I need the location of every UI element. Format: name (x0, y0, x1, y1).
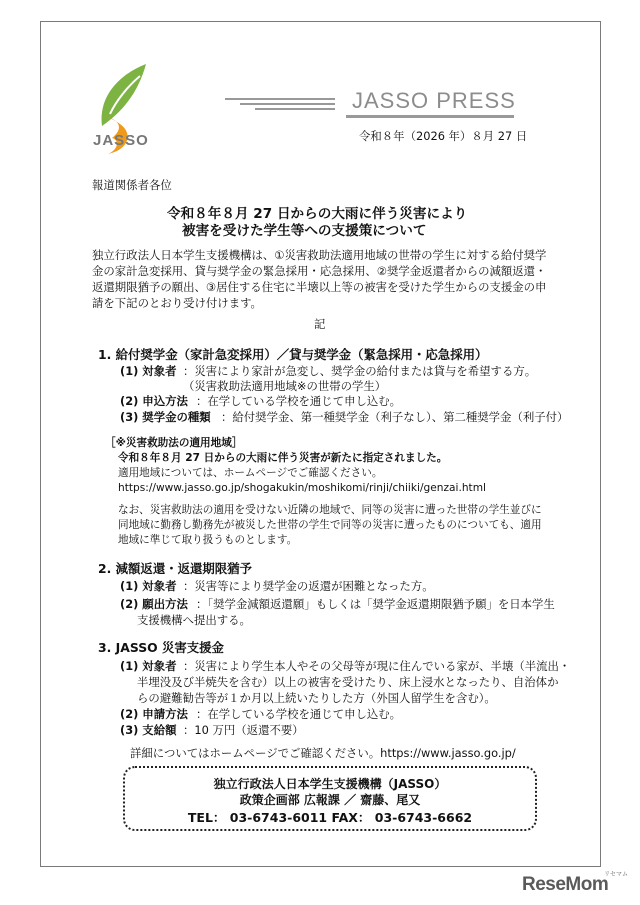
note-line-1: 適用地域については、ホームページでご確認ください。 (118, 467, 383, 479)
note-bold: 令和８年８月 27 日からの大雨に伴う災害が新たに指定されました。 (118, 452, 448, 464)
section1-item2-text: ：在学している学校を通じて申し込む。 (196, 394, 402, 408)
section3-heading: 3. JASSO 災害支援金 (98, 640, 224, 655)
section2-heading: 2. 減額返還・返還期限猶予 (98, 561, 252, 576)
section1-item1-label: (1) 対象者 (120, 364, 177, 378)
section1-item1-text: ：災害により家計が急変し、奨学金の給付または貸与を希望する方。 (183, 364, 537, 378)
intro-line-4: 請を下記のとおり受け付けます。 (92, 296, 262, 310)
note-para-1: なお、災害救助法の適用を受けない近隣の地域で、同等の災害に遭った世帯の学生並びに (118, 504, 542, 516)
contact-box (123, 766, 537, 831)
intro-line-1: 独立行政法人日本学生支援機構は、①災害救助法適用地域の世帯の学生に対する給付奨学 (92, 248, 547, 262)
resemom-watermark: ReseMom (522, 874, 609, 895)
section2-item1-text: ：災害等により奨学金の返還が困難となった方。 (183, 579, 434, 593)
press-title-rule (346, 115, 514, 118)
section1-heading: 1. 給付奨学金（家計急変採用）／貸与奨学金（緊急採用・応急採用） (98, 347, 488, 362)
section3-item2-label: (2) 申請方法 (120, 707, 188, 721)
section3-item1-text: ：災害により学生本人やその父母等が現に住んでいる家が、半壊（半流出・ (183, 659, 571, 673)
section3-item3-text: ：10 万円（返還不要） (183, 723, 304, 737)
details-line: 詳細についてはホームページでご確認ください。https://www.jasso.go.jp/ (130, 746, 516, 760)
section2-item1-label: (1) 対象者 (120, 579, 177, 593)
title-line-1: 令和８年８月 27 日からの大雨に伴う災害により (167, 206, 468, 222)
note-url[interactable]: https://www.jasso.go.jp/shogakukin/moshikomi/rinji/chiiki/genzai.html (118, 482, 486, 494)
note-para-3: 地域に準じて取り扱うものとします。 (118, 534, 298, 546)
note-label: ［※災害救助法の適用地域］ (105, 437, 243, 449)
section2-item2-text: ：「奨学金減額返還願」もしくは「奨学金返還期限猶予願」を日本学生 (196, 597, 555, 611)
addressee: 報道関係者各位 (92, 178, 172, 192)
section1-item2-label: (2) 申込方法 (120, 394, 188, 408)
contact-tel: TEL： 03-6743-6011 FAX： 03-6743-6662 (187, 810, 473, 825)
ki-marker: 記 (314, 317, 326, 331)
section2-item2-cont: 支援機構へ提出する。 (137, 613, 251, 627)
section1-item1-sub: （災害救助法適用地域※の世帯の学生） (183, 379, 387, 393)
section3-item1-label: (1) 対象者 (120, 659, 177, 673)
resemom-watermark-sub: リセマム (604, 871, 628, 878)
intro-line-2: 金の家計急変採用、貸与奨学金の緊急採用・応急採用、②奨学金返還者からの減額返還・ (92, 264, 547, 278)
contact-dept: 政策企画部 広報課 ／ 齋藤、尾又 (239, 793, 421, 807)
intro-line-3: 返還期限猶予の願出、③居住する住宅に半壊以上等の被害を受けた学生からの支援金の申 (92, 280, 547, 294)
section3-item1-line-2: 半埋没及び半焼失を含む）以上の被害を受けたり、床上浸水となったり、自治体か (137, 675, 559, 689)
section3-item3-label: (3) 支給額 (120, 723, 177, 737)
section2-item2-label: (2) 願出方法 (120, 597, 188, 611)
section3-item1-line-3: らの避難勧告等が１か月以上続いたりした方（外国人留学生を含む）。 (137, 691, 496, 705)
release-date: 令和８年（2026 年）８月 27 日 (359, 129, 528, 143)
note-para-2: 同地域に勤務し勤務先が被災した世帯の学生で同等の災害に遭ったものについても、適用 (118, 519, 542, 531)
section3-item2-text: ：在学している学校を通じて申し込む。 (196, 707, 402, 721)
section1-item3-text: ：給付奨学金、第一種奨学金（利子なし）、第二種奨学金（利子付） (221, 410, 569, 424)
press-title: JASSO PRESS (352, 88, 516, 113)
title-line-2: 被害を受けた学生等への支援策について (182, 223, 427, 239)
press-decoration-lines (225, 95, 335, 111)
section1-item3-label: (3) 奨学金の種類 (120, 410, 211, 424)
contact-org: 独立行政法人日本学生支援機構（JASSO） (213, 777, 447, 791)
logo-text: JASSO (93, 132, 149, 149)
